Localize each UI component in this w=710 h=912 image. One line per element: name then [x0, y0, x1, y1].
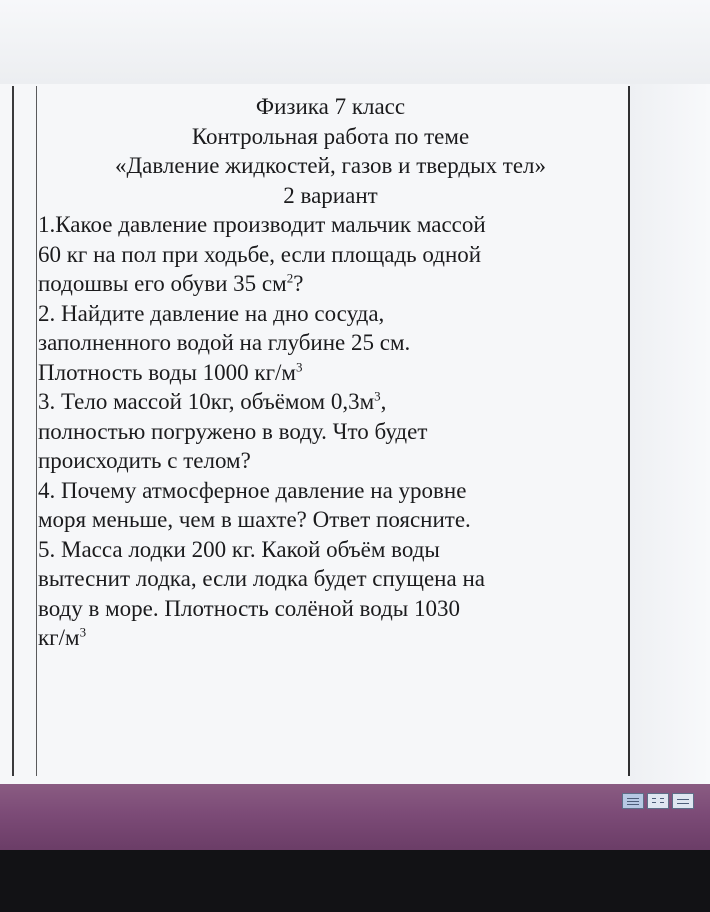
taskbar-area	[0, 784, 710, 850]
text-line: 60 кг на пол при ходьбе, если площадь одной	[38, 241, 482, 267]
superscript: 2	[286, 270, 294, 286]
text-line: воду в море. Плотность солёной воды 1030	[38, 595, 460, 621]
document-text[interactable]	[38, 92, 623, 653]
superscript: 3	[79, 624, 87, 640]
text-fragment: 3. Тело массой 10кг, объёмом 0,3м	[38, 389, 375, 414]
text-fragment: подошвы его обуви 35 см	[38, 271, 287, 296]
text-line: 2. Найдите давление на дно сосуда,	[38, 300, 385, 326]
page-right-margin	[630, 84, 710, 784]
text-line	[38, 358, 623, 388]
web-layout-icon[interactable]	[672, 793, 694, 809]
text-line: моря меньше, чем в шахте? Ответ поясните.	[38, 507, 471, 532]
text-fragment: ,	[380, 389, 387, 414]
full-screen-reading-icon[interactable]	[647, 793, 669, 809]
text-fragment: Плотность воды 1000 кг/м	[38, 359, 296, 385]
text-line: 4. Почему атмосферное давление на уровне	[38, 477, 467, 503]
text-line	[38, 387, 623, 417]
text-line: 1.Какое давление производит мальчик массой	[38, 212, 486, 237]
text-line: вытеснит лодка, если лодка будет спущена на	[38, 566, 485, 591]
page-top-margin	[0, 0, 710, 84]
text-line: заполненного водой на глубине 25 см.	[38, 330, 411, 355]
text-line: происходить с телом?	[38, 448, 251, 473]
text-line: полностью погружено в воду. Что будет	[38, 418, 428, 444]
text-line	[38, 623, 623, 653]
variant-label: 2 вариант	[283, 182, 378, 208]
print-layout-icon[interactable]	[622, 793, 644, 809]
test-title: Контрольная работа по теме	[191, 123, 470, 149]
view-buttons	[622, 793, 694, 811]
superscript: 3	[295, 358, 303, 374]
test-topic: «Давление жидкостей, газов и твердых тел»	[114, 153, 547, 178]
monitor-bezel	[0, 850, 710, 912]
subject-title: Физика 7 класс	[255, 94, 406, 119]
superscript: 3	[374, 388, 381, 404]
text-fragment: кг/м	[38, 625, 80, 650]
text-line: 5. Масса лодки 200 кг. Какой объём воды	[38, 536, 440, 562]
text-line	[38, 269, 623, 299]
text-fragment: ?	[293, 271, 304, 296]
